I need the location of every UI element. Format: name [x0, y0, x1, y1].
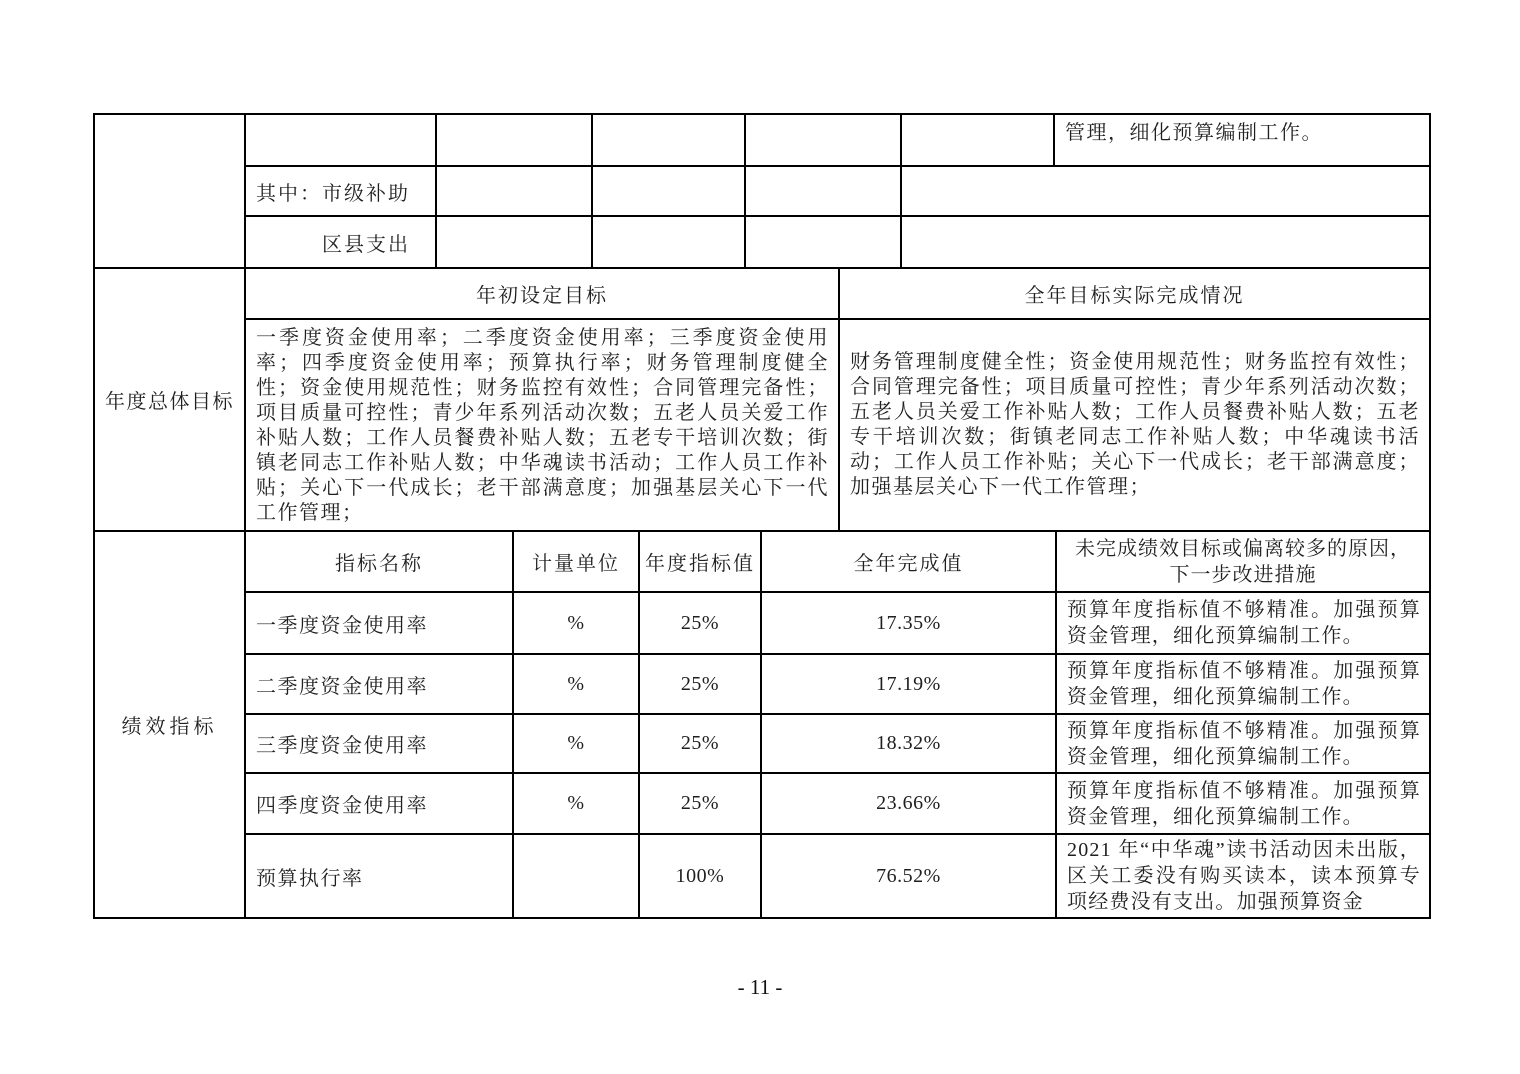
empty-cell: [745, 114, 901, 166]
target-cell: 25%: [639, 654, 761, 714]
initial-goal-text-cell: 一季度资金使用率；二季度资金使用率；三季度资金使用率；四季度资金使用率；预算执行率；财务管理制度健全性；资金使用规范性；财务监控有效性；合同管理完备性；项目质量可控性；青少年系列活动次数；五老人员关爱工作补贴人数；工作人员餐费补贴人数；五老专干培训次数；街镇老同志工作补贴人数；中华魂读书活动；工作人员工作补贴；关心下一代成长；老干部满意度；加强基层关心下一代工作管理；: [245, 319, 839, 531]
page-number: - 11 -: [737, 975, 783, 999]
unit-cell: %: [513, 714, 639, 773]
indicator-row-budget-execution: [94, 834, 1430, 918]
indicator-row-q2: [94, 654, 1430, 714]
empty-cell: [436, 166, 592, 216]
empty-cell: [592, 216, 745, 268]
annual-goal-row-label: 年度总体目标: [94, 268, 245, 531]
annual-goal-table: [93, 267, 1431, 532]
actual-cell: 76.52%: [761, 834, 1056, 918]
empty-cell: [436, 114, 592, 166]
city-subsidy-label-cell: 其中：市级补助: [245, 166, 436, 216]
reason-cell: 2021 年“中华魂”读书活动因未出版，区关工委没有购买读本，读本预算专项经费没有支出。加强预算资金: [1056, 834, 1430, 918]
annual-goal-content-row: [94, 319, 1430, 531]
target-cell: 25%: [639, 773, 761, 834]
actual-cell: 18.32%: [761, 714, 1056, 773]
carryover-row-subsidy: [94, 166, 1430, 216]
indicator-name-cell: 二季度资金使用率: [245, 654, 513, 714]
reason-cell: 预算年度指标值不够精准。加强预算资金管理，细化预算编制工作。: [1056, 714, 1430, 773]
performance-row-label: 绩效指标: [94, 531, 245, 918]
indicator-row-q4: [94, 773, 1430, 834]
col-header-indicator-name: 指标名称: [245, 531, 513, 592]
carryover-rowspan-empty-cell: [94, 114, 245, 268]
actual-cell: 17.19%: [761, 654, 1056, 714]
col-header-unit: 计量单位: [513, 531, 639, 592]
empty-cell: [245, 114, 436, 166]
target-cell: 25%: [639, 592, 761, 654]
carryover-table: [93, 113, 1431, 269]
initial-goal-header: 年初设定目标: [245, 268, 839, 319]
target-cell: 25%: [639, 714, 761, 773]
indicator-name-cell: 一季度资金使用率: [245, 592, 513, 654]
actual-cell: 17.35%: [761, 592, 1056, 654]
indicator-name-cell: 预算执行率: [245, 834, 513, 918]
empty-cell: [901, 166, 1430, 216]
county-expense-label-cell: 区县支出: [245, 216, 436, 268]
reason-cell: 预算年度指标值不够精准。加强预算资金管理，细化预算编制工作。: [1056, 654, 1430, 714]
indicator-row-q1: [94, 592, 1430, 654]
col-header-annual-actual: 全年完成值: [761, 531, 1056, 592]
empty-cell: [745, 216, 901, 268]
budget-performance-table: [93, 113, 1429, 919]
target-cell: 100%: [639, 834, 761, 918]
unit-cell: %: [513, 592, 639, 654]
indicator-row-q3: [94, 714, 1430, 773]
empty-cell: [436, 216, 592, 268]
empty-cell: [592, 166, 745, 216]
col-header-reason: 未完成绩效目标或偏离较多的原因，下一步改进措施: [1056, 531, 1430, 592]
performance-header-row: [94, 531, 1430, 592]
empty-cell: [592, 114, 745, 166]
indicator-name-cell: 四季度资金使用率: [245, 773, 513, 834]
annual-goal-header-row: [94, 268, 1430, 319]
carryover-row-county: [94, 216, 1430, 268]
reason-cell: 预算年度指标值不够精准。加强预算资金管理，细化预算编制工作。: [1056, 592, 1430, 654]
actual-cell: 23.66%: [761, 773, 1056, 834]
unit-cell: %: [513, 654, 639, 714]
empty-cell: [901, 114, 1054, 166]
carryover-note-cell: 管理，细化预算编制工作。: [1054, 114, 1430, 166]
carryover-row-1: [94, 114, 1430, 166]
col-header-annual-target: 年度指标值: [639, 531, 761, 592]
unit-cell: %: [513, 773, 639, 834]
indicator-name-cell: 三季度资金使用率: [245, 714, 513, 773]
empty-cell: [745, 166, 901, 216]
unit-cell: [513, 834, 639, 918]
performance-table: [93, 530, 1431, 919]
actual-completion-header: 全年目标实际完成情况: [839, 268, 1430, 319]
empty-cell: [901, 216, 1430, 268]
actual-completion-text-cell: 财务管理制度健全性；资金使用规范性；财务监控有效性；合同管理完备性；项目质量可控性；青少年系列活动次数；五老人员关爱工作补贴人数；工作人员餐费补贴人数；五老专干培训次数；街镇老同志工作补贴人数；中华魂读书活动；工作人员工作补贴；关心下一代成长；老干部满意度；加强基层关心下一代工作管理；: [839, 319, 1430, 531]
reason-cell: 预算年度指标值不够精准。加强预算资金管理，细化预算编制工作。: [1056, 773, 1430, 834]
